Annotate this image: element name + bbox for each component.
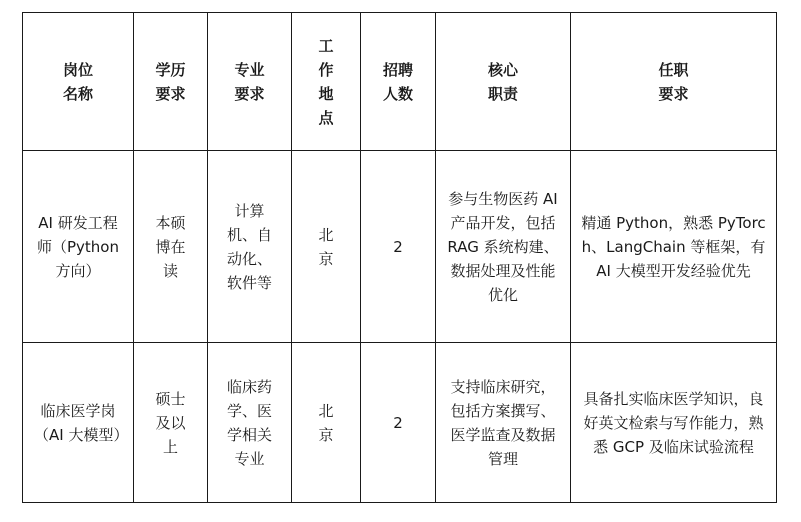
header-location (292, 13, 361, 151)
cell-education (134, 343, 208, 503)
table-row (23, 151, 777, 343)
header-headcount (361, 13, 436, 151)
header-location-line: 点 (318, 108, 334, 127)
table-row (23, 343, 777, 503)
header-education (134, 13, 208, 151)
header-position-line: 名称 (62, 84, 93, 103)
header-requirements (571, 13, 777, 151)
cell-headcount (361, 151, 436, 343)
table-header-row (23, 13, 777, 151)
requirements-text: 精通 Python，熟悉 PyTorch、LangChain 等框架，有 AI 大模型开发经验优先 (581, 213, 766, 280)
cell-location (292, 343, 361, 503)
header-headcount-line: 招聘 (382, 60, 413, 79)
cell-location (292, 151, 361, 343)
header-headcount-line: 人数 (382, 84, 413, 103)
headcount-text: 2 (393, 237, 403, 256)
location-text: 北京 (318, 401, 334, 444)
cell-requirements (571, 343, 777, 503)
cell-duties (436, 343, 571, 503)
major-text: 临床药学、医学相关专业 (226, 377, 272, 468)
header-position-line: 岗位 (62, 60, 93, 79)
cell-duties (436, 151, 571, 343)
header-duties (436, 13, 571, 151)
cell-education (134, 151, 208, 343)
location-text: 北京 (318, 225, 334, 268)
header-education-line: 要求 (155, 84, 186, 103)
duties-text: 支持临床研究，包括方案撰写、医学监查及数据管理 (450, 377, 556, 468)
duties-text: 参与生物医药 AI 产品开发，包括 RAG 系统构建、数据处理及性能优化 (447, 189, 559, 304)
requirements-text: 具备扎实临床医学知识，良好英文检索与写作能力，熟悉 GCP 及临床试验流程 (583, 389, 764, 456)
header-duties-line: 核心 (487, 60, 518, 79)
headcount-text: 2 (393, 413, 403, 432)
header-location-line: 作 (318, 60, 334, 79)
header-requirements-line: 要求 (658, 84, 689, 103)
education-text: 本硕博在读 (155, 213, 186, 280)
header-position (23, 13, 134, 151)
cell-requirements (571, 151, 777, 343)
header-major-line: 要求 (234, 84, 265, 103)
position-text: 临床医学岗（AI 大模型） (34, 401, 129, 444)
major-text: 计算机、自动化、软件等 (226, 201, 272, 292)
cell-major (208, 151, 292, 343)
header-requirements-line: 任职 (658, 60, 689, 79)
header-major (208, 13, 292, 151)
job-table (22, 12, 777, 503)
header-location-line: 工 (318, 36, 334, 55)
header-duties-line: 职责 (487, 84, 518, 103)
position-text: AI 研发工程师（Python 方向） (37, 213, 119, 280)
header-major-line: 专业 (234, 60, 265, 79)
cell-position (23, 343, 134, 503)
cell-position (23, 151, 134, 343)
education-text: 硕士及以上 (155, 389, 186, 456)
header-education-line: 学历 (155, 60, 186, 79)
cell-headcount (361, 343, 436, 503)
job-table-container (22, 12, 777, 503)
header-location-line: 地 (318, 84, 334, 103)
cell-major (208, 343, 292, 503)
